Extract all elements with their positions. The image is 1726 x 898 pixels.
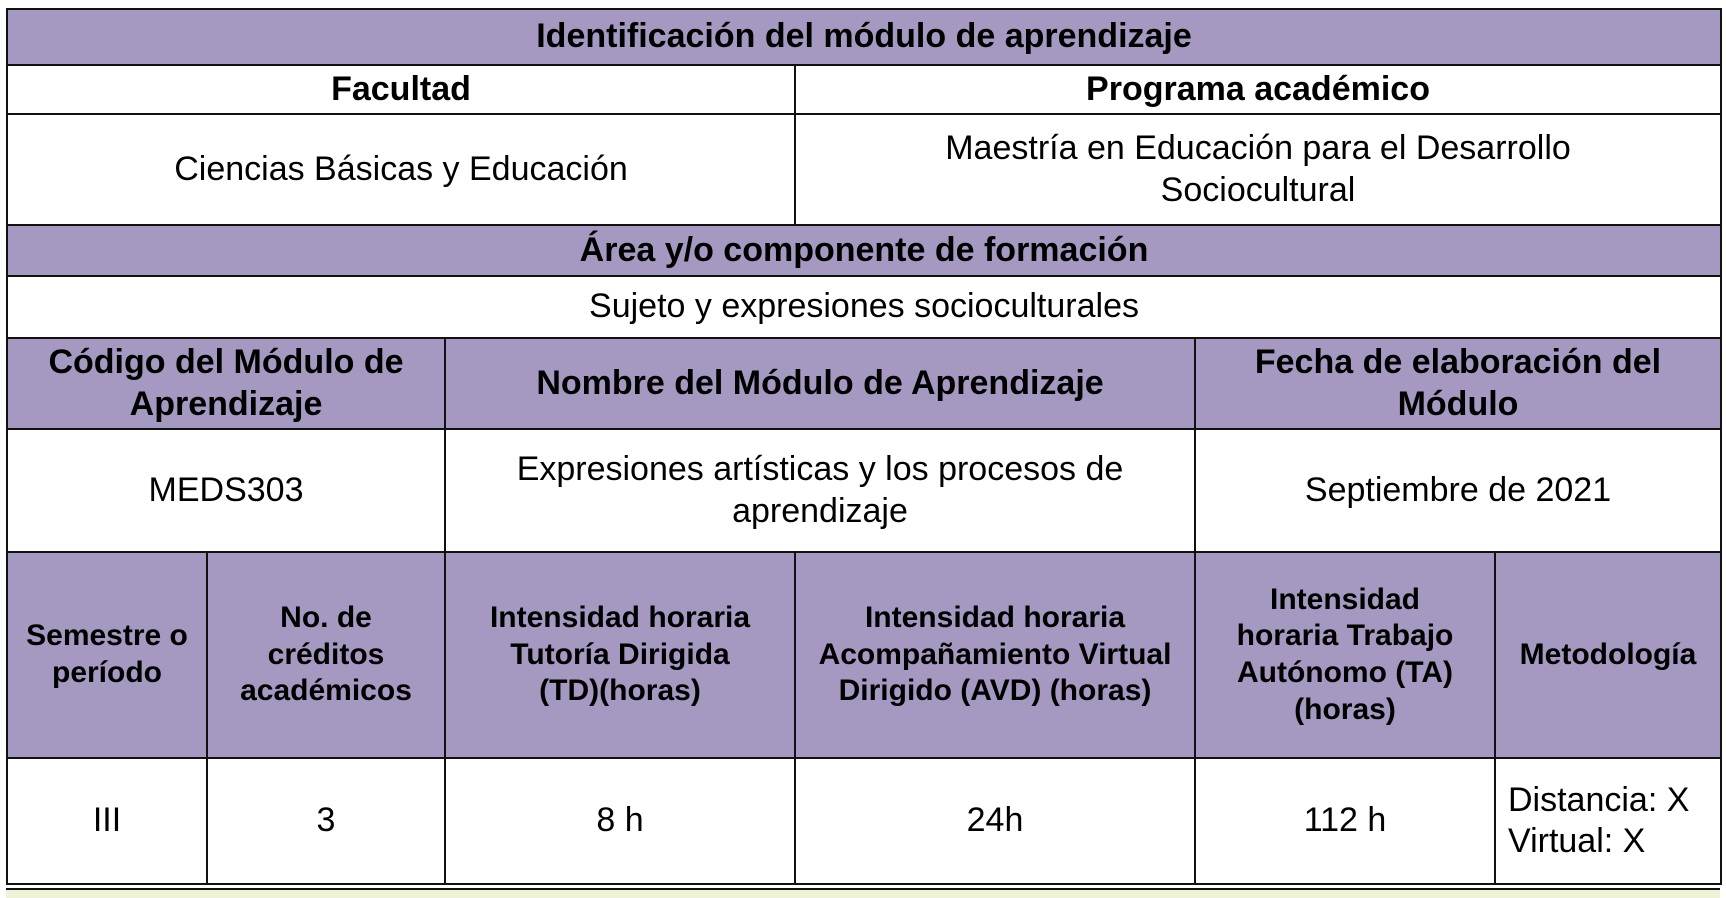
ta-header: [1195, 552, 1495, 758]
nombre-label: Nombre del Módulo de Aprendizaje: [536, 363, 1104, 402]
area-value: Sujeto y expresiones socioculturales: [589, 287, 1139, 326]
facultad-value-cell: [7, 114, 795, 225]
nombre-value-line2: aprendizaje: [732, 491, 908, 530]
codigo-label-line2: Aprendizaje: [129, 384, 323, 423]
metodologia-value-cell: [1495, 758, 1721, 884]
codigo-value-cell: [7, 429, 445, 552]
fecha-value: Septiembre de 2021: [1304, 470, 1612, 509]
programa-value-line1: Maestría en Educación para el Desarrollo: [945, 129, 1571, 168]
table-title: [7, 9, 1721, 65]
avd-label-line2: Acompañamiento Virtual: [818, 637, 1172, 671]
creditos-value-cell: [207, 758, 445, 884]
programa-header: [795, 65, 1721, 114]
avd-label-line1: Intensidad horaria: [864, 601, 1126, 635]
td-value: 8 h: [596, 801, 644, 840]
ta-label-line4: (horas): [1294, 692, 1396, 726]
table-title-text: Identificación del módulo de aprendizaje: [536, 17, 1192, 56]
creditos-label-line3: académicos: [240, 674, 412, 708]
semestre-header: [7, 552, 207, 758]
td-value-cell: [445, 758, 795, 884]
td-header: [445, 552, 795, 758]
module-identification-table: [6, 8, 1722, 885]
creditos-label-line2: créditos: [267, 637, 385, 671]
fecha-value-cell: [1195, 429, 1721, 552]
codigo-value: MEDS303: [148, 470, 304, 509]
fecha-header: [1195, 338, 1721, 429]
area-value-cell: [7, 276, 1721, 338]
avd-header: [795, 552, 1195, 758]
area-header: [7, 225, 1721, 276]
nombre-header: [445, 338, 1195, 429]
avd-value-cell: [795, 758, 1195, 884]
nombre-value-line1: Expresiones artísticas y los procesos de: [516, 450, 1124, 489]
facultad-label: Facultad: [331, 69, 471, 108]
codigo-label-line1: Código del Módulo de: [48, 343, 404, 382]
ta-label-line3: Autónomo (TA): [1236, 656, 1454, 689]
ta-value: 112 h: [1303, 801, 1387, 840]
creditos-label-line1: No. de: [280, 601, 372, 635]
creditos-value: 3: [316, 801, 336, 840]
programa-label: Programa académico: [1086, 69, 1430, 108]
ta-value-cell: [1195, 758, 1495, 884]
area-label: Área y/o componente de formación: [579, 230, 1149, 269]
metodologia-value-line2: Virtual: X: [1508, 822, 1646, 860]
semestre-value-cell: [7, 758, 207, 884]
semestre-value: III: [92, 801, 122, 840]
td-label-line3: (TD)(horas): [539, 674, 701, 708]
facultad-value: Ciencias Básicas y Educación: [174, 149, 628, 188]
td-label-line2: Tutoría Dirigida: [510, 637, 730, 671]
next-section-strip: [6, 888, 1720, 898]
avd-value: 24h: [966, 801, 1024, 840]
programa-value-cell: [795, 114, 1721, 225]
semestre-label-line1: Semestre o: [26, 619, 188, 653]
codigo-header: [7, 338, 445, 429]
nombre-value-cell: [445, 429, 1195, 552]
metodologia-value-line1: Distancia: X: [1508, 780, 1690, 819]
semestre-label-line2: período: [52, 656, 162, 689]
ta-label-line1: Intensidad: [1269, 582, 1420, 616]
creditos-header: [207, 552, 445, 758]
ta-label-line2: horaria Trabajo: [1236, 619, 1454, 653]
avd-label-line3: Dirigido (AVD) (horas): [838, 674, 1152, 708]
metodologia-label: Metodología: [1519, 637, 1697, 671]
fecha-label-line1: Fecha de elaboración del: [1254, 343, 1662, 382]
programa-value-line2: Sociocultural: [1160, 170, 1356, 209]
facultad-header: [7, 65, 795, 114]
metodologia-header: [1495, 552, 1721, 758]
td-label-line1: Intensidad horaria: [489, 601, 751, 635]
fecha-label-line2: Módulo: [1397, 384, 1519, 423]
